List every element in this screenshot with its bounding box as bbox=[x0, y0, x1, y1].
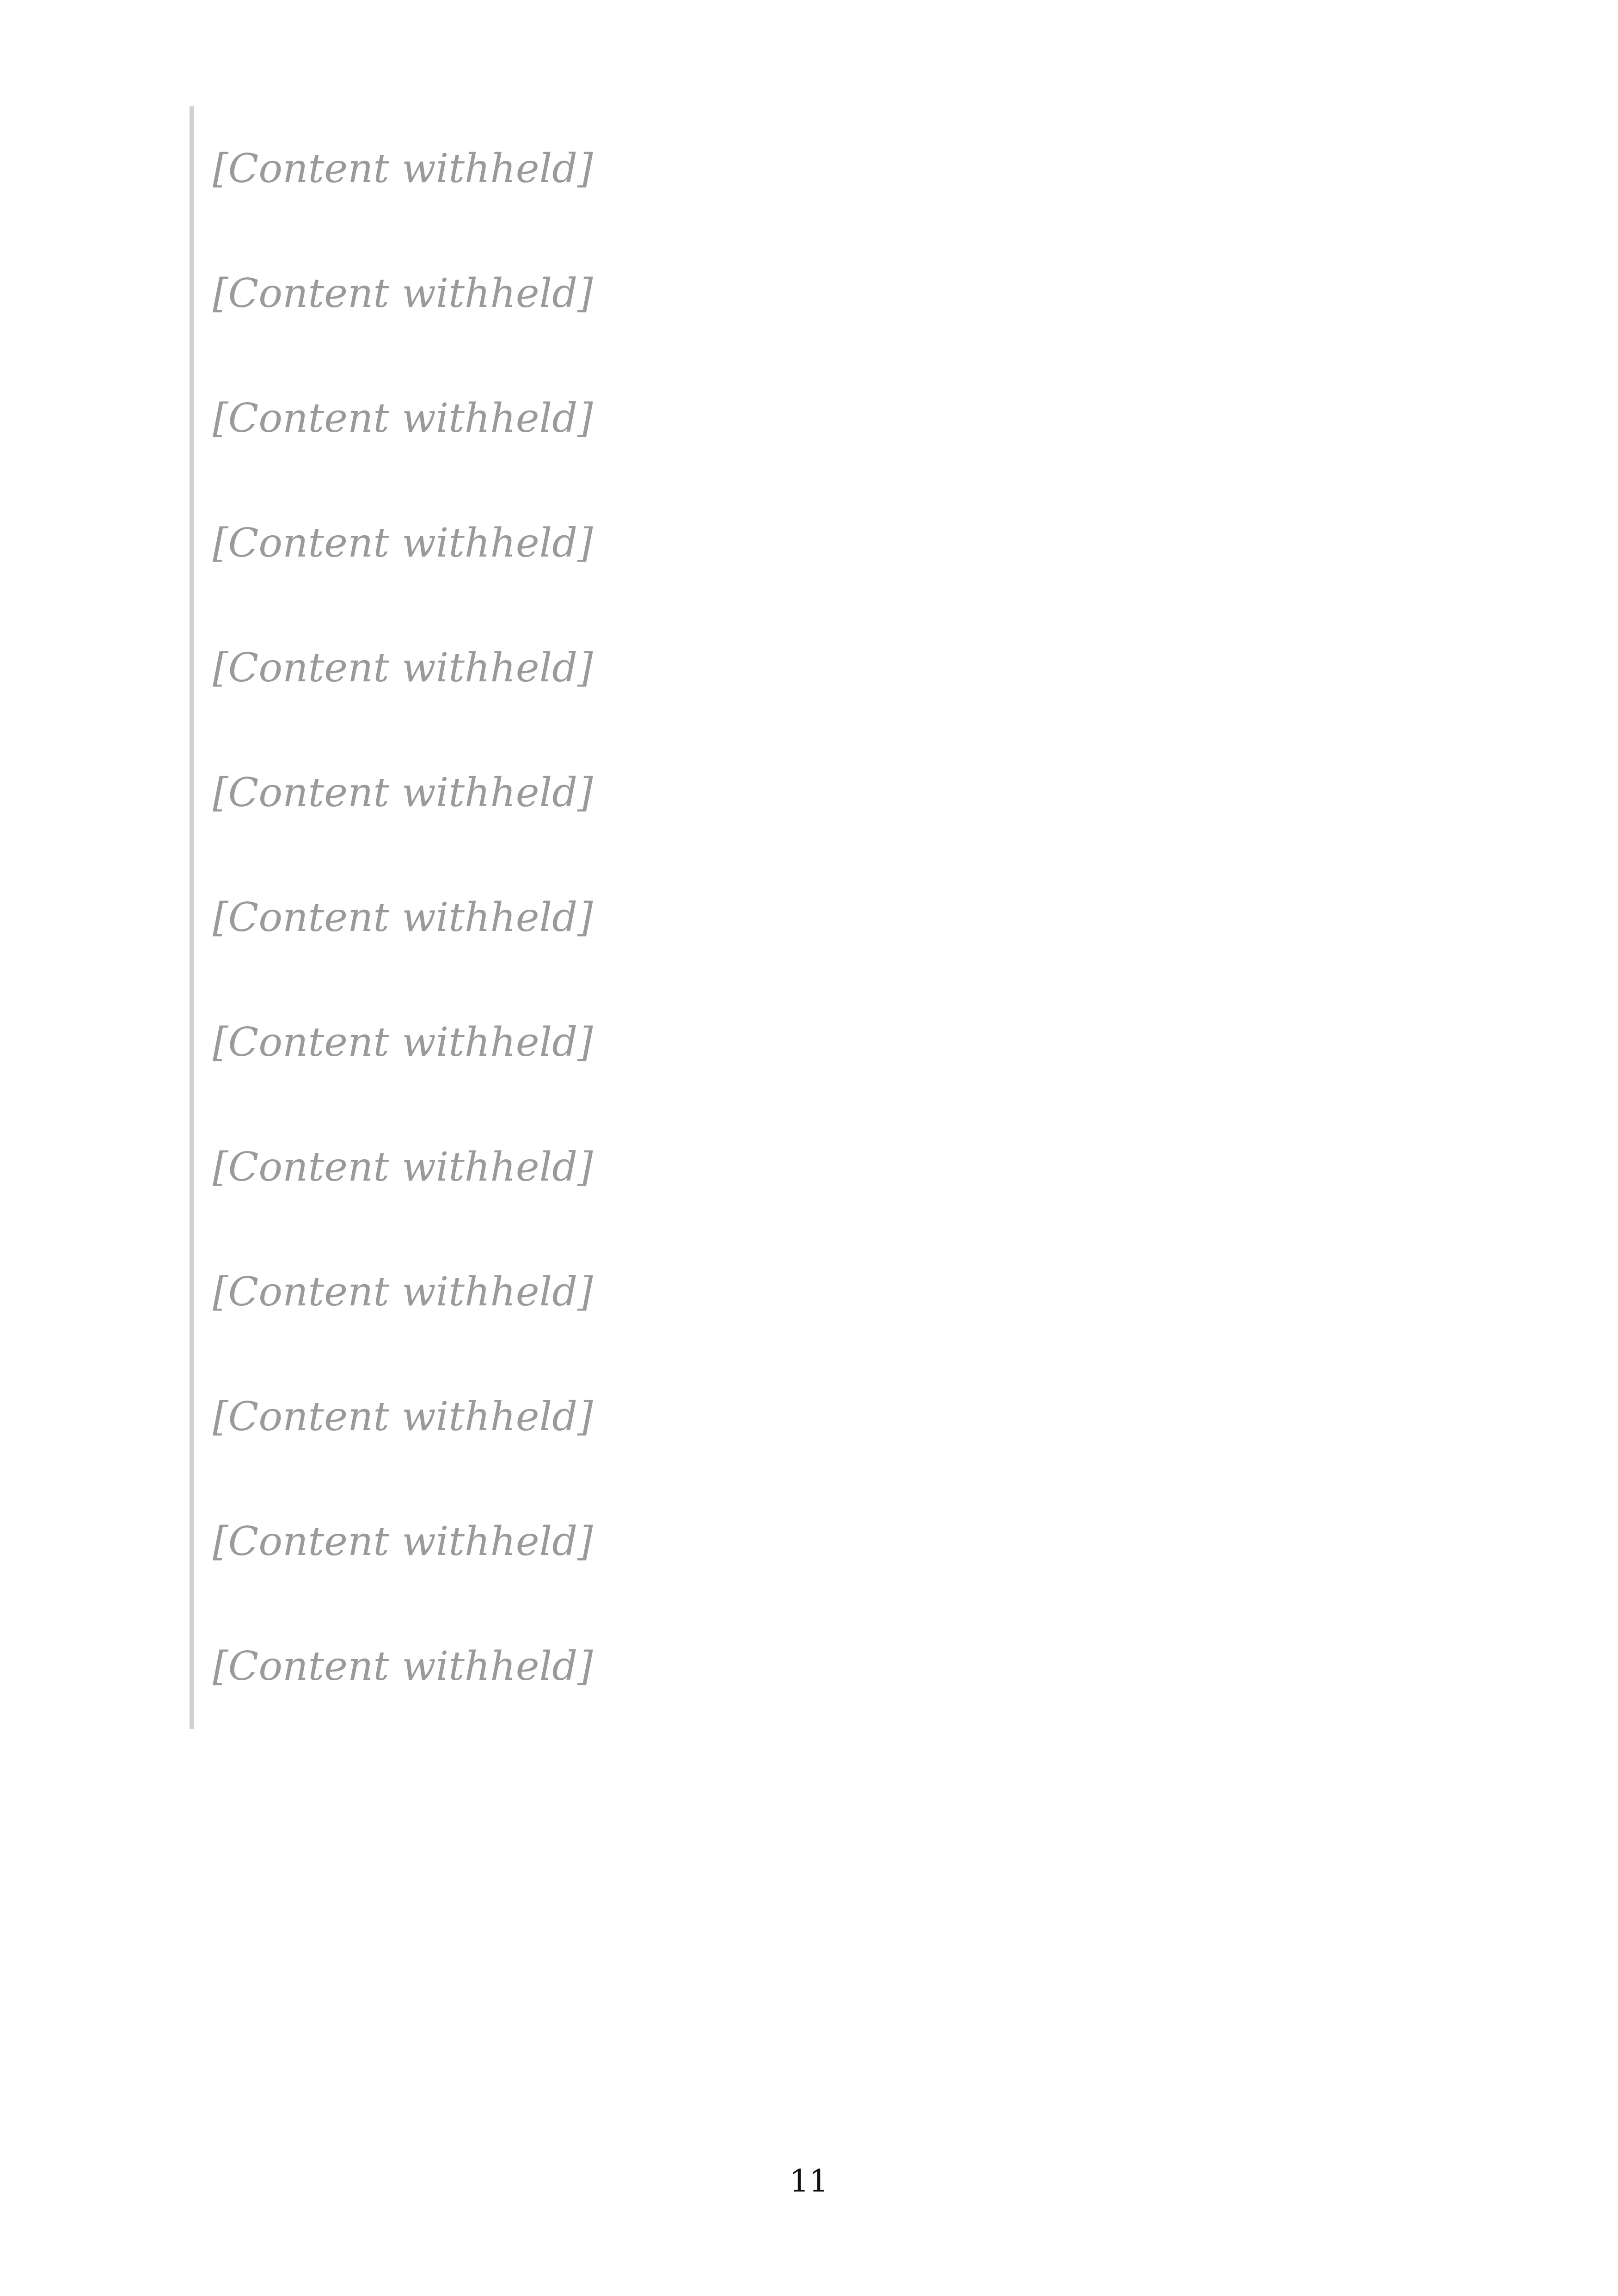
paragraph: [Content withheld] bbox=[190, 1604, 1493, 1729]
paragraph: [Content withheld] bbox=[190, 606, 1493, 730]
paragraph: [Content withheld] bbox=[190, 356, 1493, 481]
paragraph: [Content withheld] bbox=[190, 106, 1493, 231]
page-number: 11 bbox=[790, 2163, 828, 2199]
paragraph: [Content withheld] bbox=[190, 1354, 1493, 1479]
paragraph: [Content withheld] bbox=[190, 730, 1493, 855]
paragraph: [Content withheld] bbox=[190, 1105, 1493, 1230]
body-text bbox=[190, 106, 1493, 1729]
paragraph: [Content withheld] bbox=[190, 855, 1493, 980]
paragraph: [Content withheld] bbox=[190, 980, 1493, 1105]
paragraph: [Content withheld] bbox=[190, 1479, 1493, 1604]
paragraph: [Content withheld] bbox=[190, 1230, 1493, 1354]
paragraph: [Content withheld] bbox=[190, 231, 1493, 356]
paragraph: [Content withheld] bbox=[190, 481, 1493, 606]
